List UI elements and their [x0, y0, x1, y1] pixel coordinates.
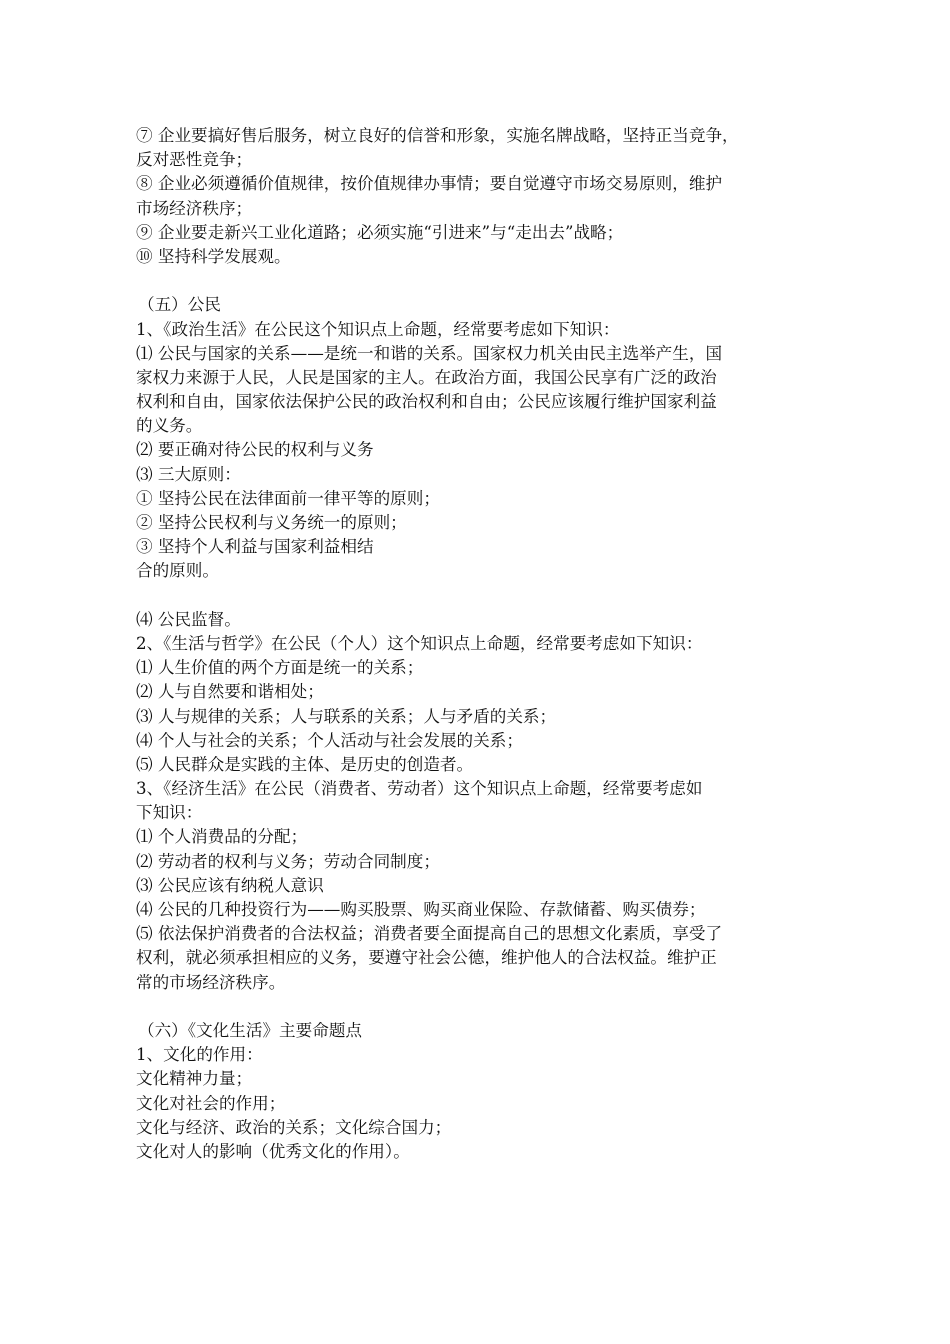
text-line: ② 坚持公民权利与义务统一的原则；	[136, 513, 407, 532]
text-line: ⑸ 依法保护消费者的合法权益；消费者要全面提高自己的思想文化素质，享受了	[136, 924, 723, 944]
text-line: 1、文化的作用：	[136, 1045, 263, 1065]
text-line: 文化与经济、政治的关系；文化综合国力；	[136, 1117, 452, 1137]
text-line: 1、《政治生活》在公民这个知识点上命题，经常要考虑如下知识：	[136, 319, 620, 339]
text-line: 文化对社会的作用；	[136, 1093, 286, 1113]
text-line: ⑧ 企业必须遵循价值规律，按价值规律办事情；要自觉遵守市场交易原则，维护	[136, 174, 723, 194]
text-line: ⑷ 公民的几种投资行为——购买股票、购买商业保险、存款储蓄、购买债券；	[136, 900, 706, 919]
text-line: ⑵ 劳动者的权利与义务；劳动合同制度；	[136, 851, 440, 871]
text-line: ⑷ 个人与社会的关系；个人活动与社会发展的关系；	[136, 730, 523, 750]
text-line: ⑸ 人民群众是实践的主体、是历史的创造者。	[136, 754, 474, 774]
text-line: ① 坚持公民在法律面前一律平等的原则；	[136, 488, 440, 508]
section-heading: （五）公民	[138, 295, 221, 315]
text-line: ⑶ 公民应该有纳税人意识	[136, 875, 324, 895]
text-line: 权利和自由，国家依法保护公民的政治权利和自由；公民应该履行维护国家利益	[136, 392, 717, 412]
text-line: ⑵ 人与自然要和谐相处；	[136, 682, 324, 702]
text-line: 合的原则。	[136, 561, 219, 581]
text-line: ⑶ 人与规律的关系；人与联系的关系；人与矛盾的关系；	[136, 706, 557, 726]
text-line: ⑵ 要正确对待公民的权利与义务	[136, 440, 374, 460]
text-line: ⑴ 公民与国家的关系——是统一和谐的关系。国家权力机关由民主选举产生，国	[136, 343, 723, 363]
text-line: 的义务。	[136, 416, 203, 436]
text-line: 3、《经济生活》在公民（消费者、劳动者）这个知识点上命题，经常要考虑如	[136, 779, 703, 799]
text-line: ⑩ 坚持科学发展观。	[136, 246, 291, 266]
text-line: ⑶ 三大原则：	[136, 464, 241, 484]
text-line: ⑦ 企业要搞好售后服务，树立良好的信誉和形象，实施名牌战略，坚持正当竞争，	[136, 126, 739, 145]
text-line: 市场经济秩序；	[136, 198, 253, 218]
section-heading: （六）《文化生活》主要命题点	[138, 1020, 363, 1040]
text-line: ⑴ 个人消费品的分配；	[136, 827, 308, 847]
blank-line	[136, 584, 826, 608]
text-line: ③ 坚持个人利益与国家利益相结	[136, 537, 374, 557]
text-line: ⑨ 企业要走新兴工业化道路；必须实施“引进来”与“走出去”战略；	[136, 222, 624, 242]
blank-line	[136, 269, 826, 293]
text-line: 权利，就必须承担相应的义务，要遵守社会公德，维护他人的合法权益。维护正	[136, 948, 717, 968]
text-line: 反对恶性竞争；	[136, 150, 253, 170]
document-body	[136, 124, 826, 1164]
text-line: ⑴ 人生价值的两个方面是统一的关系；	[136, 658, 424, 678]
blank-line	[136, 995, 826, 1019]
text-line: 文化精神力量；	[136, 1069, 253, 1089]
text-line: 下知识：	[136, 803, 203, 823]
text-line: 2、《生活与哲学》在公民（个人）这个知识点上命题，经常要考虑如下知识：	[136, 633, 703, 653]
text-line: 文化对人的影响（优秀文化的作用）。	[136, 1141, 410, 1161]
text-line: 家权力来源于人民，人民是国家的主人。在政治方面，我国公民享有广泛的政治	[136, 367, 717, 387]
text-line: 常的市场经济秩序。	[136, 972, 286, 992]
text-line: ⑷ 公民监督。	[136, 609, 241, 629]
